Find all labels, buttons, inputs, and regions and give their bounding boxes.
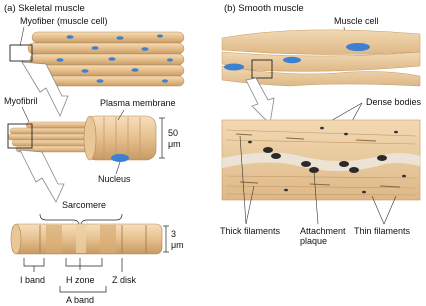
myofiber-label: Myofiber (muscle cell) bbox=[20, 16, 108, 26]
scale-fibril-value: 3 bbox=[171, 229, 177, 239]
sarcomere-label: Sarcomere bbox=[62, 200, 107, 210]
myofiber-leader bbox=[20, 27, 24, 46]
i-band-bracket bbox=[24, 258, 44, 266]
dense-body bbox=[344, 133, 348, 136]
muscle-cell-label: Muscle cell bbox=[334, 16, 379, 26]
nucleus-dot bbox=[97, 79, 104, 83]
scale-fiber-value: 50 bbox=[168, 128, 179, 138]
z-disk-label: Z disk bbox=[112, 275, 137, 285]
nucleus-dot bbox=[92, 46, 99, 50]
smooth-heading: (b) Smooth muscle bbox=[224, 3, 304, 14]
dense-body bbox=[320, 127, 324, 130]
nucleus-dot bbox=[157, 34, 163, 37]
attachment-plaque bbox=[339, 161, 349, 167]
smooth-nucleus bbox=[346, 43, 370, 51]
dense-body bbox=[402, 175, 406, 178]
scale-fibril-unit: μm bbox=[171, 240, 184, 250]
thin-filaments-label: Thin filaments bbox=[354, 226, 411, 236]
nucleus-dot bbox=[142, 47, 149, 51]
nucleus-dot bbox=[132, 68, 139, 72]
a-band-label: A band bbox=[66, 295, 95, 305]
dense-body bbox=[248, 141, 252, 144]
plasma-membrane-label: Plasma membrane bbox=[100, 98, 176, 108]
dense-body bbox=[284, 189, 288, 192]
attachment-plaque bbox=[349, 167, 359, 173]
nucleus-dot bbox=[162, 79, 168, 82]
dense-bodies-label: Dense bodies bbox=[366, 97, 422, 107]
a-band-bracket bbox=[66, 258, 102, 266]
attachment-plaque bbox=[263, 147, 273, 153]
myofibril-detail bbox=[11, 224, 162, 254]
h-zone-label: H zone bbox=[66, 275, 95, 285]
scale-fiber-unit: μm bbox=[168, 139, 181, 149]
attachment-plaque-label-1: Attachment bbox=[300, 226, 346, 236]
attachment-plaque bbox=[377, 155, 387, 161]
myofibril-leader bbox=[22, 107, 30, 124]
nucleus-leader bbox=[116, 162, 120, 174]
fiber-nucleus bbox=[111, 154, 129, 162]
zoom-arrow-2 bbox=[20, 150, 64, 202]
myofibril-label: Myofibril bbox=[4, 96, 38, 106]
smooth-nucleus bbox=[283, 57, 301, 63]
i-band-label: I band bbox=[20, 275, 46, 285]
attachment-plaque bbox=[271, 153, 281, 159]
nucleus-dot bbox=[167, 58, 173, 61]
smooth-nucleus bbox=[224, 64, 244, 71]
nucleus-dot bbox=[82, 69, 89, 73]
dense-body bbox=[362, 191, 366, 194]
myofibril-bundle bbox=[8, 122, 92, 152]
nucleus-dot bbox=[117, 36, 124, 40]
thick-filaments-label: Thick filaments bbox=[220, 226, 281, 236]
nucleus-dot bbox=[57, 58, 64, 62]
attachment-plaque-label-2: plaque bbox=[300, 236, 328, 246]
nucleus-dot bbox=[109, 57, 116, 61]
muscle-fiber-segment bbox=[84, 116, 156, 162]
attachment-plaque bbox=[301, 161, 311, 167]
dense-body bbox=[394, 131, 398, 134]
skeletal-heading: (a) Skeletal muscle bbox=[4, 3, 85, 14]
nucleus-label: Nucleus bbox=[98, 174, 131, 184]
nucleus-dot bbox=[67, 35, 74, 39]
smooth-detail-block bbox=[222, 120, 420, 200]
